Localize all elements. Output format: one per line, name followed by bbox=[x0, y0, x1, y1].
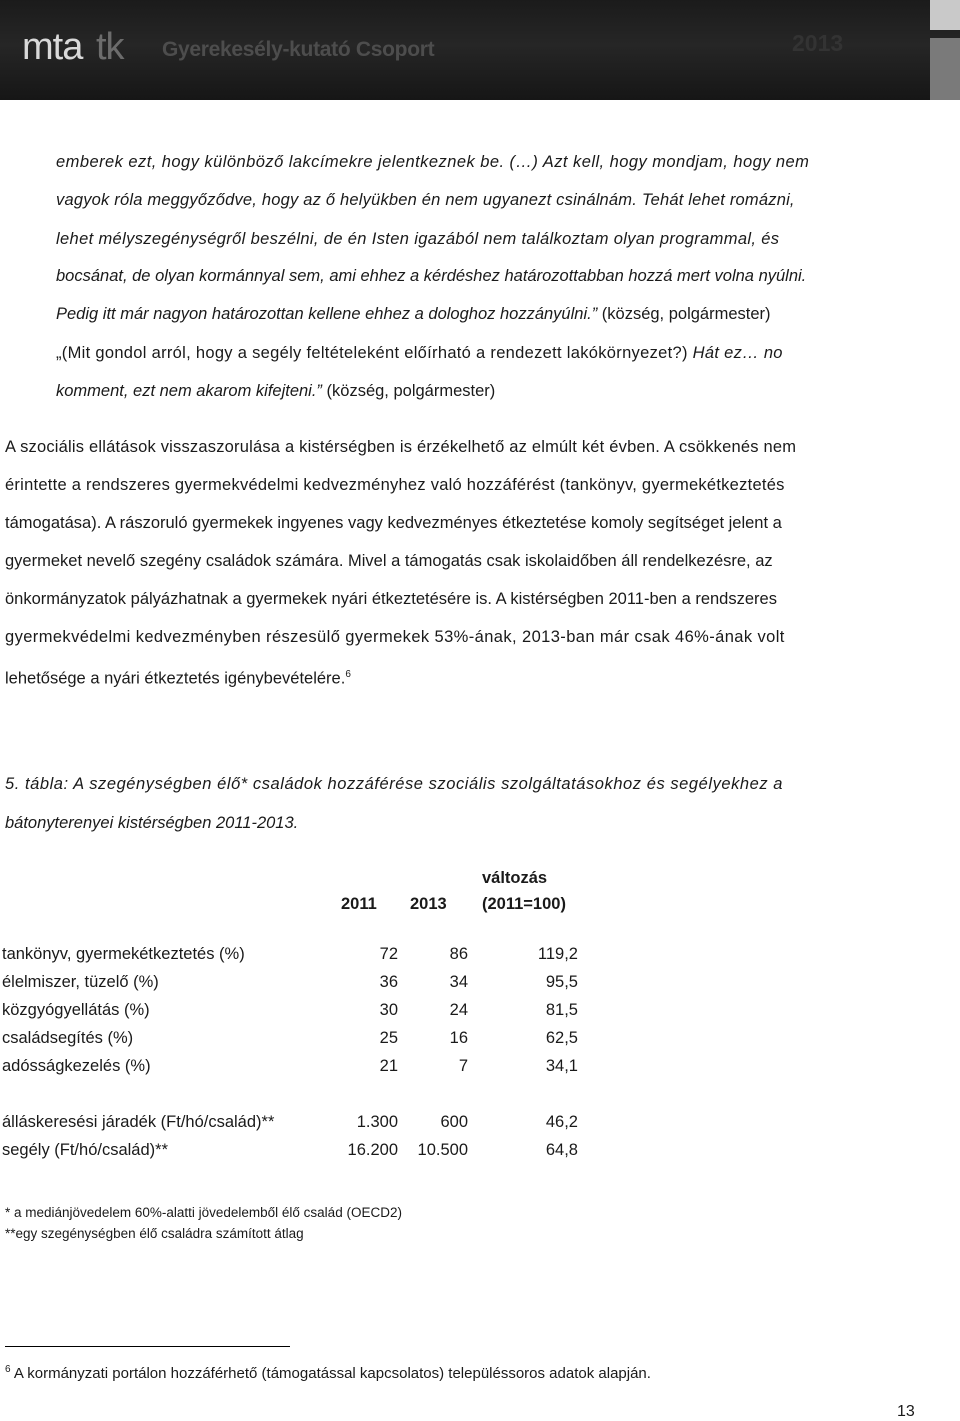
paragraph-text: lehetősége a nyári étkeztetés igénybevételére. bbox=[5, 669, 346, 688]
footnote-text: A kormányzati portálon hozzáférhető (támogatással kapcsolatos) településsoros adatok alapján. bbox=[10, 1365, 651, 1382]
cell-2013: 600 bbox=[440, 1113, 468, 1131]
footnote-ref: 6 bbox=[345, 669, 351, 680]
cell-2011: 30 bbox=[379, 1001, 398, 1019]
header-year: 2013 bbox=[792, 30, 844, 56]
page-number: 13 bbox=[897, 1403, 915, 1420]
quote-text: Hát ez… no bbox=[687, 344, 783, 362]
table-caption: bátonyterenyei kistérségben 2011-2013. bbox=[5, 814, 299, 832]
footnote-divider bbox=[5, 1346, 290, 1347]
row-label: álláskeresési járadék (Ft/hó/család)** bbox=[2, 1113, 275, 1131]
logo-tk: tk bbox=[96, 26, 124, 68]
row-label: közgyógyellátás (%) bbox=[2, 1001, 150, 1019]
footnote bbox=[5, 1364, 651, 1382]
paragraph-line: támogatása). A rászoruló gyermekek ingyenes vagy kedvezményes étkeztetése komoly segítséget jelent a bbox=[5, 514, 782, 532]
cell-2013: 86 bbox=[449, 945, 468, 963]
quote-line: bocsánat, de olyan kormánnyal sem, ami ehhez a kérdéshez határozottabban hozzá mert volna nyúlni. bbox=[56, 267, 807, 285]
cell-2011: 21 bbox=[379, 1057, 398, 1075]
paragraph-line: A szociális ellátások visszaszorulása a kistérségben is érzékelhető az elmúlt két évben. A csökkenés nem bbox=[5, 438, 797, 456]
header-corner-block bbox=[930, 0, 960, 30]
paragraph-line: gyermeket nevelő szegény családok számára. Mivel a támogatás csak iskolaidőben áll rendelkezésre, az bbox=[5, 552, 773, 570]
cell-change: 62,5 bbox=[545, 1029, 578, 1047]
quote-text: komment, ezt nem akarom kifejteni.” bbox=[56, 382, 322, 400]
quote-source: (község, polgármester) bbox=[597, 305, 771, 323]
cell-2011: 1.300 bbox=[356, 1113, 398, 1131]
row-label: családsegítés (%) bbox=[2, 1029, 134, 1047]
header-change-base: (2011=100) bbox=[482, 895, 566, 913]
quote-line bbox=[56, 381, 916, 401]
header-2011: 2011 bbox=[341, 895, 377, 913]
cell-change: 119,2 bbox=[537, 945, 578, 963]
row-label: adósságkezelés (%) bbox=[2, 1057, 151, 1075]
quote-line bbox=[56, 304, 916, 324]
row-label: tankönyv, gyermekétkeztetés (%) bbox=[2, 945, 245, 963]
group-name: Gyerekesély-kutató Csoport bbox=[162, 38, 435, 61]
header-2013: 2013 bbox=[410, 895, 447, 913]
quote-line: vagyok róla meggyőződve, hogy az ő helyükben én nem ugyanezt csinálnám. Tehát lehet romázni, bbox=[56, 191, 795, 209]
quote-line bbox=[56, 343, 916, 363]
paragraph-line: érintette a rendszeres gyermekvédelmi kedvezményhez való hozzáférést (tankönyv, gyermekétkeztetés bbox=[5, 476, 785, 494]
quote-text: Pedig itt már nagyon határozottan kellene ehhez a dologhoz hozzányúlni.” bbox=[56, 305, 598, 323]
row-label: élelmiszer, tüzelő (%) bbox=[2, 973, 159, 991]
table-caption: 5. tábla: A szegénységben élő* családok hozzáférése szociális szolgáltatásokhoz és segélyekhez a bbox=[5, 775, 784, 793]
logo-mta: mta bbox=[22, 26, 83, 68]
paragraph-line: önkormányzatok pályázhatnak a gyermekek nyári étkeztetésére is. A kistérségben 2011-ben a rendszeres bbox=[5, 590, 777, 608]
table-note: * a mediánjövedelem 60%-alatti jövedelemből élő család (OECD2) bbox=[5, 1205, 402, 1220]
cell-change: 34,1 bbox=[545, 1057, 578, 1075]
cell-change: 81,5 bbox=[545, 1001, 578, 1019]
paragraph-line bbox=[5, 665, 917, 689]
cell-2013: 10.500 bbox=[417, 1141, 468, 1159]
header-change: változás bbox=[482, 869, 548, 887]
page-header bbox=[0, 0, 960, 100]
cell-change: 95,5 bbox=[545, 973, 578, 991]
quote-source: (község, polgármester) bbox=[321, 382, 496, 400]
cell-change: 46,2 bbox=[545, 1113, 578, 1131]
table-note: **egy szegénységben élő családra számított átlag bbox=[5, 1226, 304, 1241]
cell-2013: 24 bbox=[449, 1001, 468, 1019]
quote-line: emberek ezt, hogy különböző lakcímekre jelentkeznek be. (…) Azt kell, hogy mondjam, hogy nem bbox=[56, 153, 810, 171]
paragraph-line: gyermekvédelmi kedvezményben részesülő gyermekek 53%-ának, 2013-ban már csak 46%-ának volt bbox=[5, 628, 785, 646]
cell-2011: 72 bbox=[379, 945, 398, 963]
cell-2013: 34 bbox=[449, 973, 468, 991]
cell-2011: 36 bbox=[379, 973, 398, 991]
header-corner-block-lower bbox=[930, 38, 960, 100]
row-label: segély (Ft/hó/család)** bbox=[2, 1141, 168, 1159]
cell-2011: 25 bbox=[379, 1029, 398, 1047]
quote-question: „(Mit gondol arról, hogy a segély feltételeként előírható a rendezett lakókörnyezet?) bbox=[56, 344, 688, 362]
cell-change: 64,8 bbox=[545, 1141, 578, 1159]
footnote-number: 6 bbox=[5, 1364, 11, 1375]
cell-2013: 7 bbox=[458, 1057, 468, 1075]
cell-2013: 16 bbox=[449, 1029, 468, 1047]
cell-2011: 16.200 bbox=[347, 1141, 398, 1159]
quote-line: lehet mélyszegénységről beszélni, de én Isten igazából nem találkoztam olyan programmal, és bbox=[56, 230, 780, 248]
